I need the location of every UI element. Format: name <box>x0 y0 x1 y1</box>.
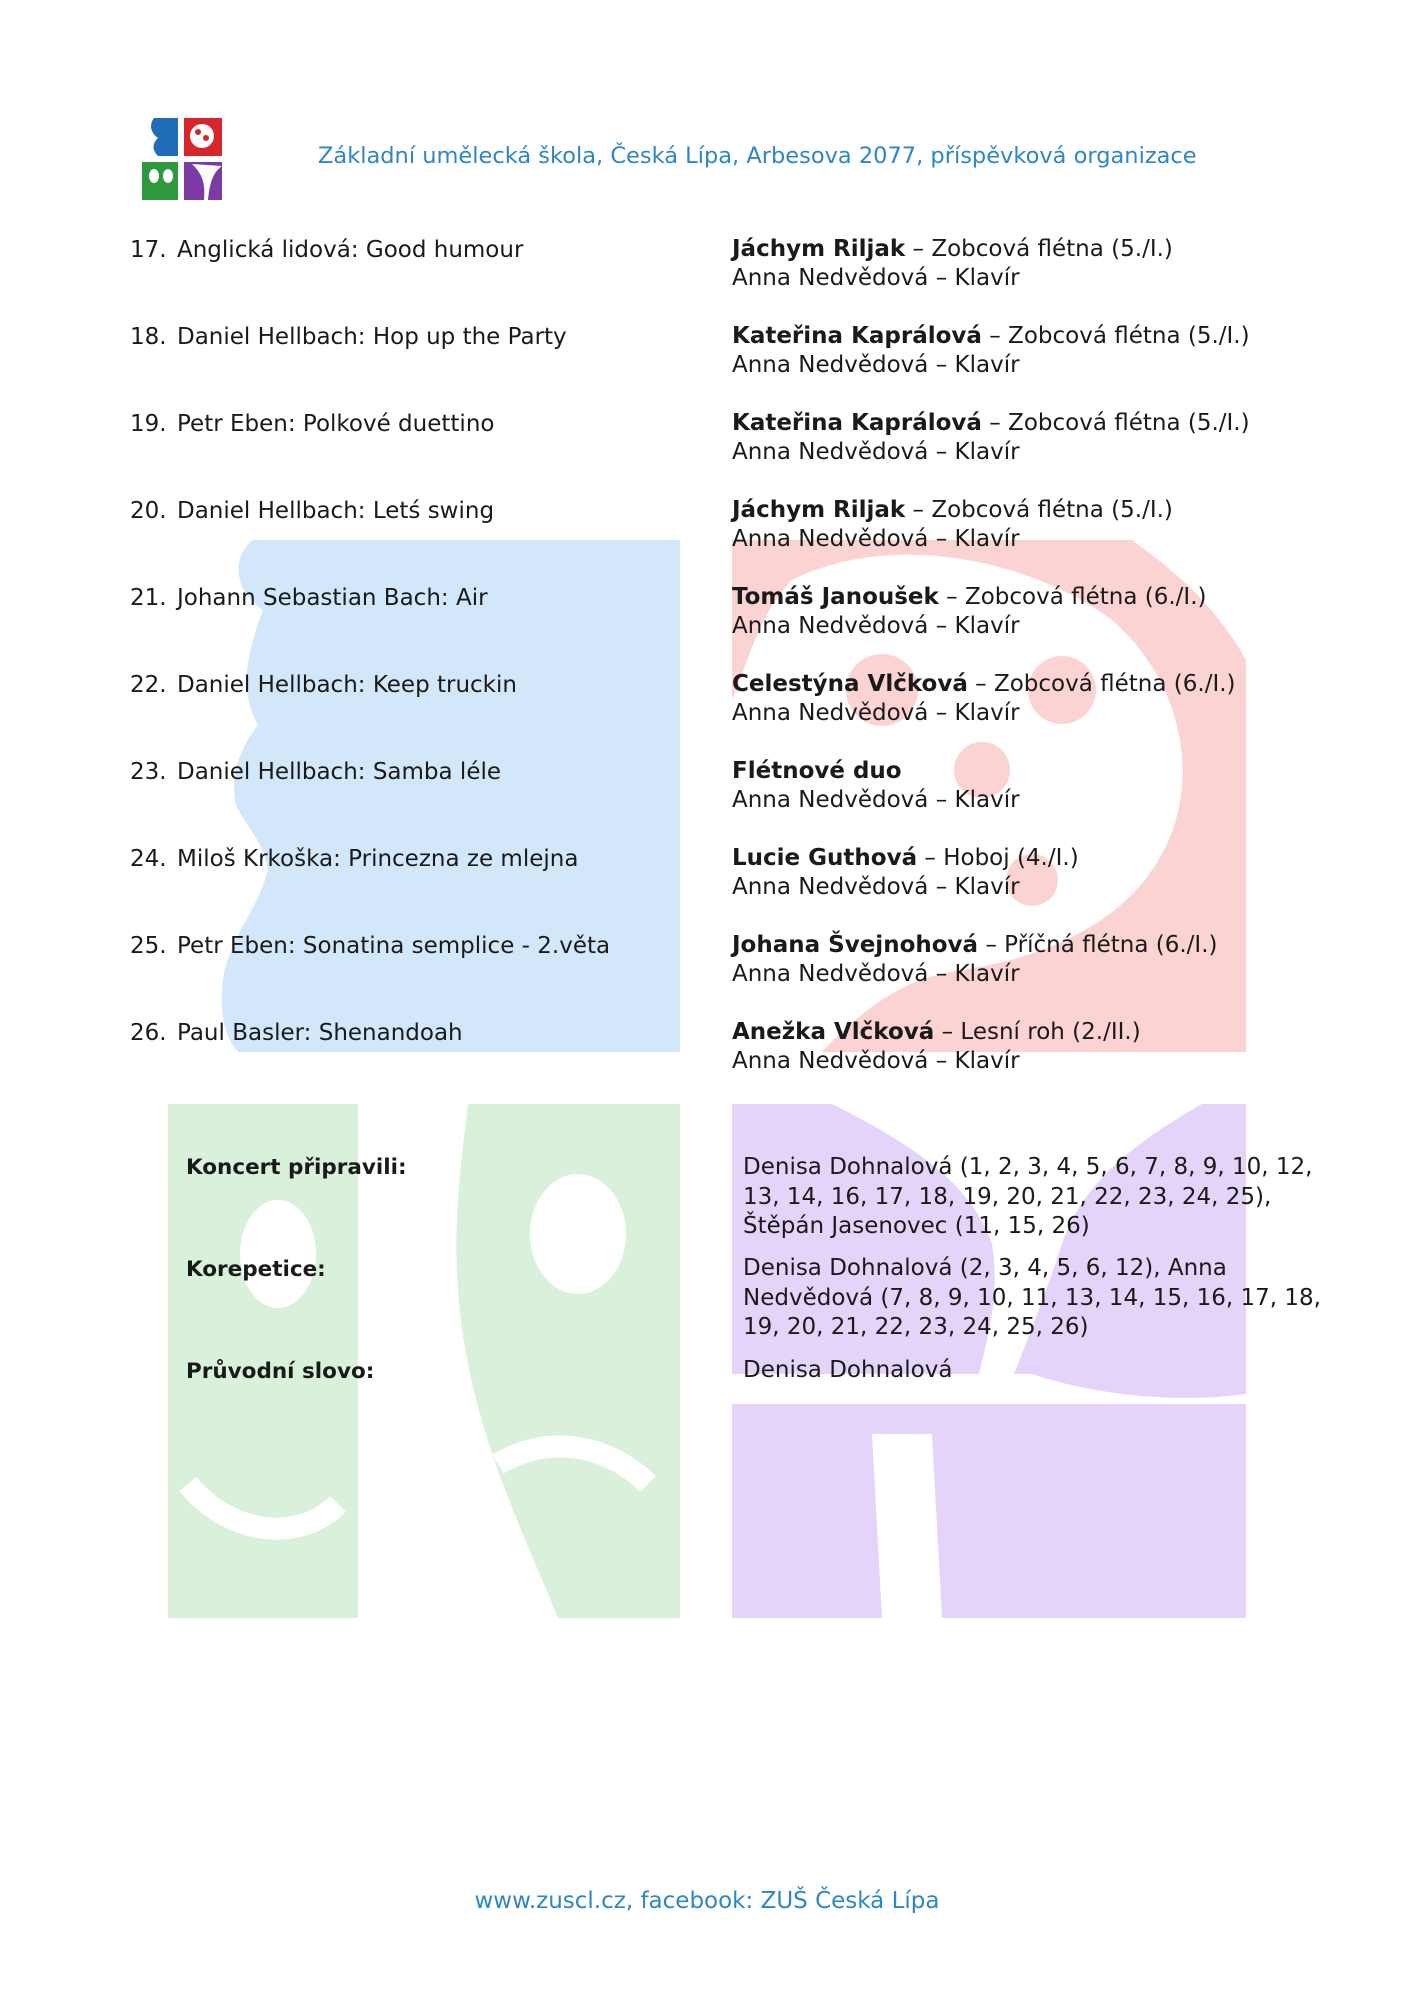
performer-instrument: – Zobcová flétna (5./I.) <box>981 410 1250 436</box>
performer-name: Jáchym Riljak <box>732 236 906 262</box>
piece-title: Petr Eben: Sonatina semplice - 2.věta <box>177 933 611 959</box>
performers <box>732 322 1250 380</box>
piece-title: Anglická lidová: Good humour <box>177 237 524 263</box>
performer-name: Kateřina Kaprálová <box>732 323 982 349</box>
intro-word-value: Denisa Dohnalová <box>743 1357 953 1383</box>
item-number: 25. <box>130 933 167 959</box>
performer-name: Jáchym Riljak <box>732 497 906 523</box>
accompanist: Anna Nedvědová – Klavír <box>732 439 1020 465</box>
piece-title: Paul Basler: Shenandoah <box>177 1020 463 1046</box>
performer-instrument: – Zobcová flétna (6./I.) <box>938 584 1207 610</box>
piece-title: Daniel Hellbach: Keep truckin <box>177 672 517 698</box>
item-number: 24. <box>130 846 167 872</box>
piece-title: Petr Eben: Polkové duettino <box>177 411 495 437</box>
accompanist: Anna Nedvědová – Klavír <box>732 526 1020 552</box>
program-item <box>0 670 1414 740</box>
accompanist: Anna Nedvědová – Klavír <box>732 352 1020 378</box>
performer-instrument: – Lesní roh (2./II.) <box>934 1019 1141 1045</box>
program-item <box>0 583 1414 653</box>
item-number: 20. <box>130 498 167 524</box>
piece-title: Daniel Hellbach: Hop up the Party <box>177 324 567 350</box>
item-number: 26. <box>130 1020 167 1046</box>
accompanist: Anna Nedvědová – Klavír <box>732 961 1020 987</box>
performer-name: Anežka Vlčková <box>732 1019 935 1045</box>
correpetition-value: Denisa Dohnalová (2, 3, 4, 5, 6, 12), Anna Nedvědová (7, 8, 9, 10, 11, 13, 14, 15, 16, 17, 18, 19, 20, 21, 22, 23, 24, 25, 26) <box>743 1255 1321 1340</box>
intro-word-label: Průvodní slovo: <box>186 1359 375 1384</box>
program-item <box>0 1018 1414 1088</box>
performer-instrument: – Hoboj (4./I.) <box>917 845 1079 871</box>
item-number: 17. <box>130 237 167 263</box>
performers <box>732 1018 1141 1076</box>
performers <box>732 757 1020 815</box>
program-item <box>0 844 1414 914</box>
program-item <box>0 496 1414 566</box>
item-number: 21. <box>130 585 167 611</box>
item-number: 19. <box>130 411 167 437</box>
performers <box>732 235 1173 293</box>
accompanist: Anna Nedvědová – Klavír <box>732 874 1020 900</box>
school-logo <box>140 118 226 202</box>
performers <box>732 844 1079 902</box>
performer-instrument: – Příčná flétna (6./I.) <box>978 932 1218 958</box>
piece-title: Johann Sebastian Bach: Air <box>177 585 488 611</box>
performer-name: Lucie Guthová <box>732 845 918 871</box>
piece-title: Daniel Hellbach: Letś swing <box>177 498 495 524</box>
footer-links: www.zuscl.cz, facebook: ZUŠ Česká Lípa <box>474 1888 940 1914</box>
item-number: 18. <box>130 324 167 350</box>
performer-name: Johana Švejnohová <box>732 932 979 958</box>
performer-instrument: – Zobcová flétna (5./I.) <box>905 236 1173 262</box>
performer-instrument: – Zobcová flétna (5./I.) <box>981 323 1250 349</box>
program-item <box>0 409 1414 479</box>
accompanist: Anna Nedvědová – Klavír <box>732 700 1020 726</box>
prepared-by-value: Denisa Dohnalová (1, 2, 3, 4, 5, 6, 7, 8, 9, 10, 12, 13, 14, 16, 17, 18, 19, 20, 21, 22, 23, 24, 25), Štěpán Jasenovec (11, 15, 26) <box>743 1154 1313 1239</box>
performers <box>732 670 1236 728</box>
program-item <box>0 757 1414 827</box>
item-number: 23. <box>130 759 167 785</box>
school-header: Základní umělecká škola, Česká Lípa, Arbesova 2077, příspěvková organizace <box>318 143 1197 169</box>
program-item <box>0 235 1414 305</box>
performers <box>732 496 1173 554</box>
performers <box>732 409 1250 467</box>
accompanist: Anna Nedvědová – Klavír <box>732 787 1020 813</box>
piece-title: Daniel Hellbach: Samba léle <box>177 759 502 785</box>
program-item <box>0 931 1414 1001</box>
performer-instrument: – Zobcová flétna (5./I.) <box>905 497 1173 523</box>
accompanist: Anna Nedvědová – Klavír <box>732 613 1020 639</box>
prepared-by-label: Koncert připravili: <box>186 1155 407 1180</box>
accompanist: Anna Nedvědová – Klavír <box>732 265 1020 291</box>
performer-name: Tomáš Janoušek <box>732 584 939 610</box>
accompanist: Anna Nedvědová – Klavír <box>732 1048 1020 1074</box>
correpetition-label: Korepetice: <box>186 1257 326 1282</box>
performers <box>732 931 1218 989</box>
piece-title: Miloš Krkoška: Princezna ze mlejna <box>177 846 579 872</box>
performers <box>732 583 1207 641</box>
performer-name: Kateřina Kaprálová <box>732 410 982 436</box>
performer-name: Flétnové duo <box>732 758 902 784</box>
item-number: 22. <box>130 672 167 698</box>
performer-instrument: – Zobcová flétna (6./I.) <box>967 671 1236 697</box>
program-item <box>0 322 1414 392</box>
performer-name: Celestýna Vlčková <box>732 671 968 697</box>
